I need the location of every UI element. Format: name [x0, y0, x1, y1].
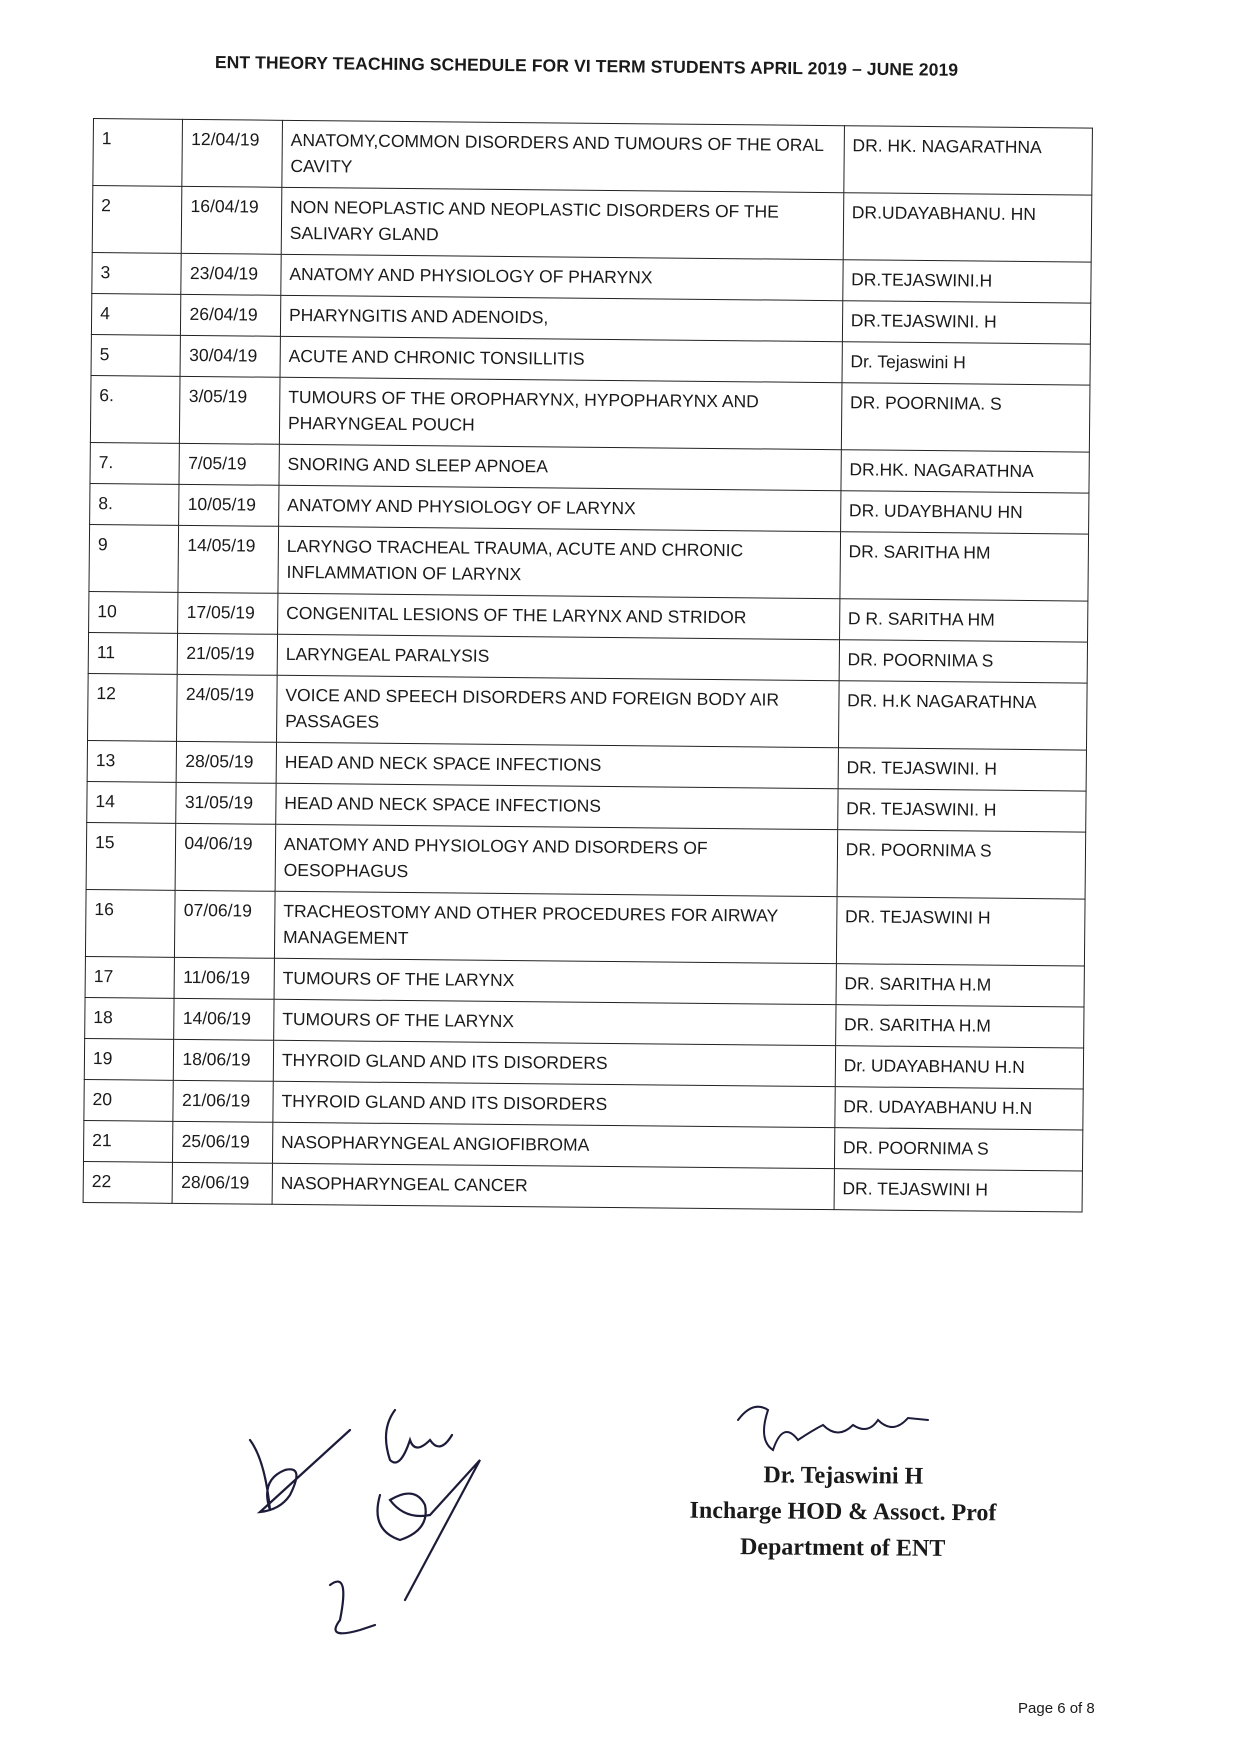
lecture-topic: LARYNGEAL PARALYSIS [277, 634, 839, 680]
lecture-topic: TUMOURS OF THE OROPHARYNX, HYPOPHARYNX AND PHARYNGEAL POUCH [279, 377, 841, 449]
lecture-topic: THYROID GLAND AND ITS DISORDERS [273, 1040, 835, 1086]
lecture-topic: HEAD AND NECK SPACE INFECTIONS [276, 783, 838, 829]
row-number: 21 [83, 1120, 173, 1162]
lecture-topic: NON NEOPLASTIC AND NEOPLASTIC DISORDERS OF THE SALIVARY GLAND [281, 187, 843, 259]
faculty-name: DR.HK. NAGARATHNA [841, 450, 1090, 493]
faculty-name: DR. POORNIMA S [839, 640, 1088, 683]
lecture-topic: ANATOMY AND PHYSIOLOGY OF LARYNX [279, 485, 841, 531]
lecture-topic: NASOPHARYNGEAL CANCER [272, 1163, 834, 1209]
document-title: ENT THEORY TEACHING SCHEDULE FOR VI TERM STUDENTS APRIL 2019 – JUNE 2019 [214, 52, 959, 80]
lecture-topic: THYROID GLAND AND ITS DISORDERS [273, 1081, 835, 1127]
faculty-name: Dr. Tejaswini H [842, 342, 1091, 385]
faculty-name: DR. SARITHA H.M [836, 964, 1085, 1007]
faculty-name: DR. POORNIMA S [834, 1128, 1083, 1171]
faculty-name: DR. UDAYBHANU HN [840, 491, 1089, 534]
lecture-date: 16/04/19 [182, 186, 282, 254]
lecture-date: 21/06/19 [173, 1080, 273, 1122]
hod-designation: Incharge HOD & Assoct. Prof [689, 1497, 997, 1527]
row-number: 15 [86, 822, 176, 890]
row-number: 19 [84, 1038, 174, 1080]
row-number: 5 [91, 334, 181, 376]
faculty-name: DR. HK. NAGARATHNA [844, 126, 1093, 195]
row-number: 12 [88, 673, 178, 741]
row-number: 17 [85, 956, 175, 998]
faculty-name: DR. TEJASWINI. H [838, 748, 1087, 791]
faculty-name: DR. SARITHA HM [840, 532, 1089, 601]
lecture-topic: ANATOMY AND PHYSIOLOGY AND DISORDERS OF OESOPHAGUS [275, 824, 837, 896]
schedule-table-wrapper [83, 118, 1093, 1213]
lecture-topic: ACUTE AND CHRONIC TONSILLITIS [280, 336, 842, 382]
row-number: 11 [88, 632, 178, 674]
faculty-signatures [230, 1400, 590, 1670]
row-number: 10 [89, 591, 179, 633]
row-number: 9 [89, 524, 179, 592]
lecture-topic: TUMOURS OF THE LARYNX [274, 999, 836, 1045]
lecture-topic: VOICE AND SPEECH DISORDERS AND FOREIGN BODY AIR PASSAGES [276, 675, 838, 747]
row-number: 13 [87, 740, 177, 782]
lecture-date: 07/06/19 [175, 890, 275, 958]
lecture-topic: TRACHEOSTOMY AND OTHER PROCEDURES FOR AIRWAY MANAGEMENT [274, 891, 836, 963]
table-row [92, 186, 1092, 263]
row-number: 8. [90, 483, 180, 525]
lecture-date: 18/06/19 [174, 1039, 274, 1081]
lecture-date: 12/04/19 [182, 119, 282, 187]
page-number: Page 6 of 8 [1018, 1700, 1095, 1717]
table-row [93, 119, 1093, 196]
row-number: 6. [90, 375, 180, 443]
table-row [86, 822, 1086, 899]
faculty-name: Dr. UDAYABHANU H.N [835, 1046, 1084, 1089]
lecture-date: 28/06/19 [173, 1162, 273, 1204]
lecture-date: 14/06/19 [174, 998, 274, 1040]
lecture-date: 3/05/19 [180, 376, 280, 444]
lecture-date: 21/05/19 [178, 633, 278, 675]
faculty-name: DR. UDAYABHANU H.N [835, 1087, 1084, 1130]
schedule-table-body [83, 119, 1092, 1213]
lecture-topic: SNORING AND SLEEP APNOEA [279, 444, 841, 490]
lecture-topic: PHARYNGITIS AND ADENOIDS, [280, 295, 842, 341]
lecture-date: 04/06/19 [176, 823, 276, 891]
table-row [90, 375, 1090, 452]
table-row [89, 524, 1089, 601]
row-number: 20 [84, 1079, 174, 1121]
faculty-name: DR.TEJASWINI. H [842, 301, 1091, 344]
lecture-topic: CONGENITAL LESIONS OF THE LARYNX AND STRIDOR [277, 593, 839, 639]
table-row [83, 1161, 1082, 1212]
row-number: 4 [91, 293, 181, 335]
lecture-topic: ANATOMY AND PHYSIOLOGY OF PHARYNX [281, 254, 843, 300]
faculty-name: DR. TEJASWINI H [834, 1169, 1083, 1212]
row-number: 18 [85, 997, 175, 1039]
row-number: 3 [92, 252, 182, 294]
schedule-table [83, 118, 1093, 1213]
lecture-date: 30/04/19 [180, 335, 280, 377]
lecture-date: 26/04/19 [181, 294, 281, 336]
hod-department: Department of ENT [739, 1534, 946, 1562]
table-row [85, 889, 1085, 966]
lecture-date: 7/05/19 [179, 443, 279, 485]
row-number: 22 [83, 1161, 173, 1203]
lecture-topic: TUMOURS OF THE LARYNX [274, 958, 836, 1004]
lecture-date: 28/05/19 [177, 741, 277, 783]
table-row [88, 673, 1088, 750]
faculty-name: DR. H.K NAGARATHNA [838, 681, 1087, 750]
lecture-date: 24/05/19 [177, 674, 277, 742]
lecture-date: 17/05/19 [178, 592, 278, 634]
signature-scribbles [230, 1400, 590, 1670]
lecture-date: 31/05/19 [176, 782, 276, 824]
faculty-name: DR. POORNIMA S [837, 830, 1086, 899]
lecture-topic: ANATOMY,COMMON DISORDERS AND TUMOURS OF THE ORAL CAVITY [282, 120, 844, 192]
faculty-name: DR. SARITHA H.M [835, 1005, 1084, 1048]
hod-details [648, 1456, 1039, 1567]
hod-name: Dr. Tejaswini H [763, 1462, 924, 1490]
lecture-date: 25/06/19 [173, 1121, 273, 1163]
row-number: 14 [87, 781, 177, 823]
lecture-date: 11/06/19 [174, 957, 274, 999]
faculty-name: D R. SARITHA HM [839, 599, 1088, 642]
faculty-name: DR.UDAYABHANU. HN [843, 193, 1092, 262]
row-number: 1 [93, 119, 183, 187]
row-number: 7. [90, 442, 180, 484]
faculty-name: DR. TEJASWINI. H [837, 789, 1086, 832]
faculty-name: DR. TEJASWINI H [836, 897, 1085, 966]
row-number: 2 [92, 186, 182, 254]
faculty-name: DR. POORNIMA. S [841, 383, 1090, 452]
lecture-topic: NASOPHARYNGEAL ANGIOFIBROMA [272, 1122, 834, 1168]
lecture-date: 10/05/19 [179, 484, 279, 526]
lecture-topic: HEAD AND NECK SPACE INFECTIONS [276, 742, 838, 788]
lecture-topic: LARYNGO TRACHEAL TRAUMA, ACUTE AND CHRONIC INFLAMMATION OF LARYNX [278, 526, 840, 598]
faculty-name: DR.TEJASWINI.H [842, 260, 1091, 303]
lecture-date: 14/05/19 [178, 525, 278, 593]
lecture-date: 23/04/19 [181, 253, 281, 295]
row-number: 16 [85, 889, 175, 957]
